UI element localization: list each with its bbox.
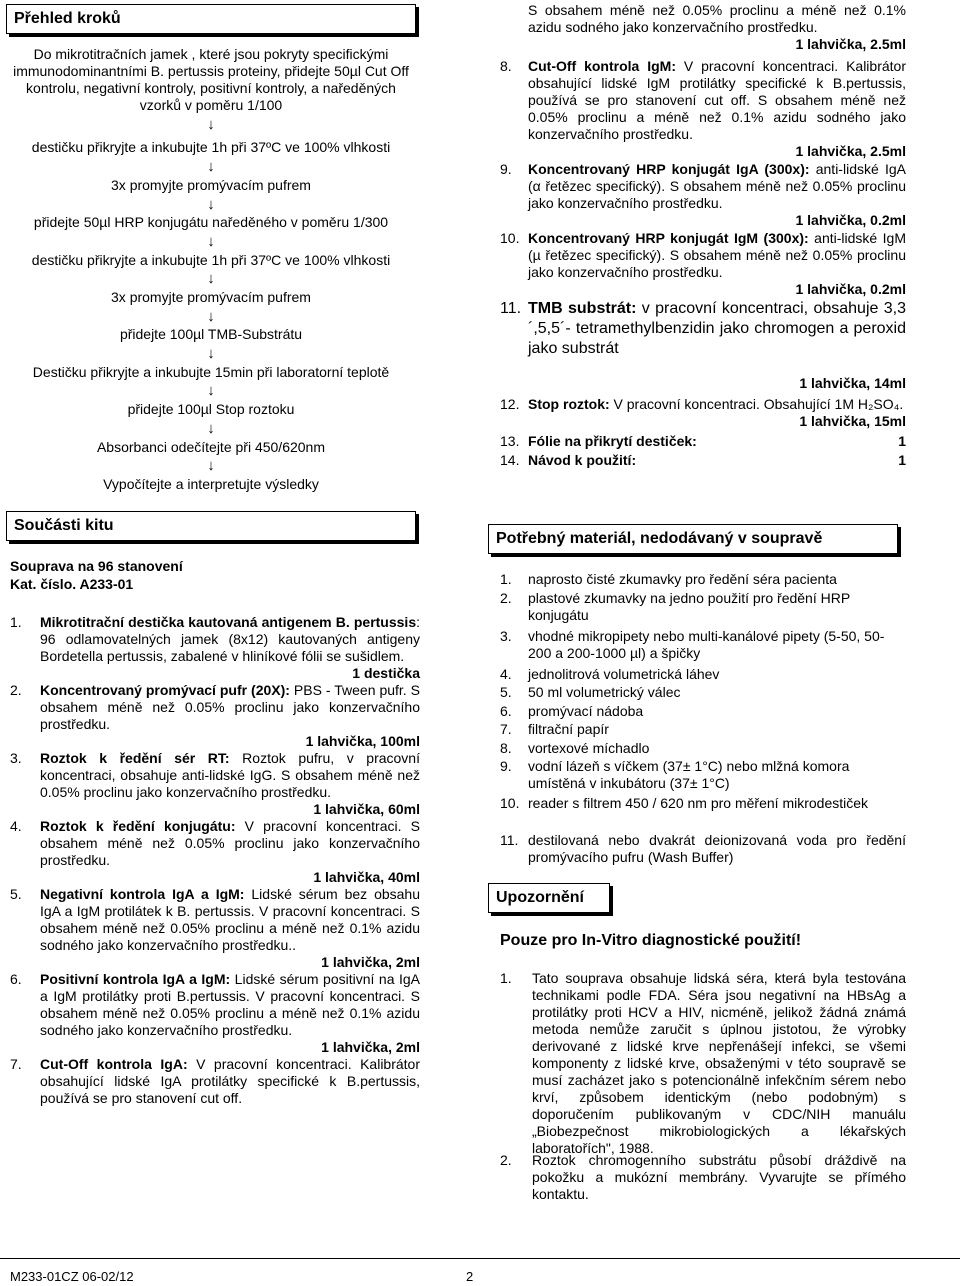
component-item: 12. Stop roztok: V pracovní koncentraci. Obsahující 1M H₂SO₄. 1 lahvička, 15ml [500, 396, 906, 429]
material-item: naprosto čisté zkumavky pro ředění séra pacienta [528, 571, 837, 587]
component-item: 14. Návod k použití: 1 [500, 452, 906, 468]
material-item: filtrační papír [528, 721, 609, 737]
components-list [10, 614, 420, 1107]
arrow-icon: ↓ [207, 233, 215, 250]
material-item: plastové zkumavky na jedno použití pro ředění HRP konjugátu [528, 590, 850, 623]
arrow-icon: ↓ [207, 270, 215, 287]
arrow-icon: ↓ [207, 196, 215, 213]
material-item: reader s filtrem 450 / 620 nm pro měření mikrodestiček [528, 795, 869, 811]
page-number: 2 [466, 1269, 474, 1284]
warning-heading: Upozornění [488, 883, 610, 913]
overview-heading: Přehled kroků [6, 4, 416, 34]
warning-item: Tato souprava obsahuje lidská séra, která byla testována technikami podle FDA. Séra jsou negativní na HBsAg a protilátky proti HCV a HIV, nicméně, jelikož žádná známá metoda nemůže zaručit s úplnou jistotou, že výrobky derivované z lidské krve nepřenášejí infekci, se všemi komponenty z lidské krve, obsaženými v této soupravě se musí zacházet jako s potencionálně infekčním sérem nebo krví, způsobem identickým (nebo podobným) s doporučením publikovaným v CDC/NIH manuálu „Biobezpečnost mikrobiologických a lékařských laboratořích", 1988. [532, 970, 906, 1156]
kit-line: Souprava na 96 stanovení [10, 558, 183, 574]
flow-step: přidejte 100µl TMB-Substrátu [119, 326, 303, 342]
components-list-right [500, 58, 906, 469]
footer-rule [0, 1258, 960, 1259]
material-item: vodní lázeň s víčkem (37± 1°C) nebo mlžná komora umístěná v inkubátoru (37± 1°C) [528, 758, 850, 791]
overview-intro: Do mikrotitračních jamek , které jsou pokryty specifickými immunodominantními B. pertussis proteiny, přidejte 50µl Cut Off kontrolu, negativní kontroly, positivní kontroly, a naředěných vzorků v poměru 1/100 [13, 46, 409, 113]
footer-code: M233-01CZ 06-02/12 [10, 1269, 134, 1284]
component-item: 8. Cut-Off kontrola IgM: V pracovní koncentraci. Kalibrátor obsahující lidské IgM protilátky specifické k B.pertussis, používá se pro stanovení cut off. S obsahem méně než 0.05% proclinu a méně než 0.1% azidu sodného jako konzervačního prostředku. 1 lahvička, 2.5ml [500, 58, 906, 159]
flow-step: Destičku přikryjte a inkubujte 15min při laboratorní teplotě [32, 364, 390, 380]
material-item: vortexové míchadlo [528, 740, 650, 756]
flow-step: Absorbanci odečítejte při 450/620nm [96, 439, 326, 455]
material-item: promývací nádoba [528, 703, 644, 719]
component-item: 2. Koncentrovaný promývací pufr (20X): PBS - Tween pufr. S obsahem méně než 0.05% proclinu jako konzervačního prostředku. 1 lahvička, 100ml [10, 682, 420, 749]
component-item: 6. Positivní kontrola IgA a IgM: Lidské sérum positivní na IgA a IgM protilátky proti B.pertussis. V pracovní koncentraci. S obsahem méně než 0.05% proclinu a méně než 0.1% azidu sodného jako konzervačního prostředku. 1 lahvička, 2ml [10, 971, 420, 1055]
warning-item: Roztok chromogenního substrátu působí dráždivě na pokožku a mukózní membrány. Vyvarujte se přímého kontaktu. [532, 1152, 906, 1202]
material-item: vhodné mikropipety nebo multi-kanálové pipety (5-50, 50-200 a 200-1000 µl) a špičky [528, 628, 885, 661]
component-item: 13. Fólie na přikrytí destiček: 1 [500, 433, 906, 449]
arrow-icon: ↓ [207, 457, 215, 474]
material-item: destilovaná nebo dvakrát deionizovaná voda pro ředění promývacího pufru (Wash Buffer) [528, 832, 906, 865]
component-item: 3. Roztok k ředění sér RT: Roztok pufru, v pracovní koncentraci, obsahuje anti-lidské IgG. S obsahem méně než 0.05% proclinu jako konzervačního prostředku. 1 lahvička, 60ml [10, 750, 420, 817]
warning-subheading: Pouze pro In-Vitro diagnostické použití! [500, 932, 802, 949]
flow-step: přidejte 50µl HRP konjugátu naředěného v poměru 1/300 [33, 214, 389, 230]
component-item: 5. Negativní kontrola IgA a IgM: Lidské sérum bez obsahu IgA a IgM protilátek k B. pertussis. V pracovní koncentraci. S obsahem méně než 0.05% proclinu a méně než 0.1% azidu sodného jako konzervačního prostředku.. 1 lahvička, 2ml [10, 886, 420, 970]
components-heading: Součásti kitu [6, 511, 416, 541]
arrow-icon: ↓ [207, 382, 215, 399]
flow-step: destičku přikryjte a inkubujte 1h při 37ºC ve 100% vlhkosti [31, 252, 391, 268]
flow-step: přidejte 100µl Stop roztoku [127, 401, 295, 417]
arrow-icon: ↓ [207, 116, 215, 133]
material-item: jednolitrová volumetrická láhev [528, 666, 720, 682]
arrow-icon: ↓ [207, 158, 215, 175]
arrow-icon: ↓ [207, 345, 215, 362]
component-item: 10. Koncentrovaný HRP konjugát IgM (300x): anti-lidské IgM (µ řetězec specifický). S obsahem méně než 0.05% proclinu jako konzervačního prostředku. 1 lahvička, 0.2ml [500, 230, 906, 297]
flow-step: Vypočítejte a interpretujte výsledky [103, 476, 319, 492]
arrow-icon: ↓ [207, 420, 215, 437]
catalog-number: Kat. číslo. A233-01 [10, 576, 134, 592]
component-item: 7. Cut-Off kontrola IgA: V pracovní koncentraci. Kalibrátor obsahující lidské IgA protilátky specifické k B.pertussis, používá se pro stanovení cut off. [10, 1056, 421, 1106]
component-item: 11. TMB substrát: v pracovní koncentraci, obsahuje 3,3´,5,5´- tetramethylbenzidin jako chromogen a peroxid jako substrát [500, 300, 906, 357]
component-item: 4. Roztok k ředění konjugátu: V pracovní koncentraci. S obsahem méně než 0.05% proclinu jako konzervačního prostředku. 1 lahvička, 40ml [10, 818, 420, 885]
arrow-icon: ↓ [207, 308, 215, 325]
material-item: 50 ml volumetrický válec [528, 684, 681, 700]
materials-heading: Potřebný materiál, nedodávaný v soupravě [488, 524, 898, 554]
flow-step: 3x promyjte promývacím pufrem [111, 177, 311, 193]
component-item: 1. Mikrotitrační destička kautovaná antigenem B. pertussis: 96 odlamovatelných jamek (8x12) kautovaných antigeny Bordetella pertussis, zabalené v hliníkové fólii se sušidlem. 1 destička [10, 614, 420, 681]
flow-step: destičku přikryjte a inkubujte 1h při 37ºC ve 100% vlhkosti [31, 139, 391, 155]
component-item: 9. Koncentrovaný HRP konjugát IgA (300x): anti-lidské IgA (α řetězec specifický). S obsahem méně než 0.05% proclinu jako konzervačního prostředku. 1 lahvička, 0.2ml [500, 161, 906, 228]
component-item-7-continued: S obsahem méně než 0.05% proclinu a méně než 0.1% azidu sodného jako konzervačního prostředku. 1 lahvička, 2.5ml [528, 2, 906, 52]
component-qty: 1 lahvička, 14ml [799, 375, 906, 391]
flow-step: 3x promyjte promývacím pufrem [111, 289, 311, 305]
